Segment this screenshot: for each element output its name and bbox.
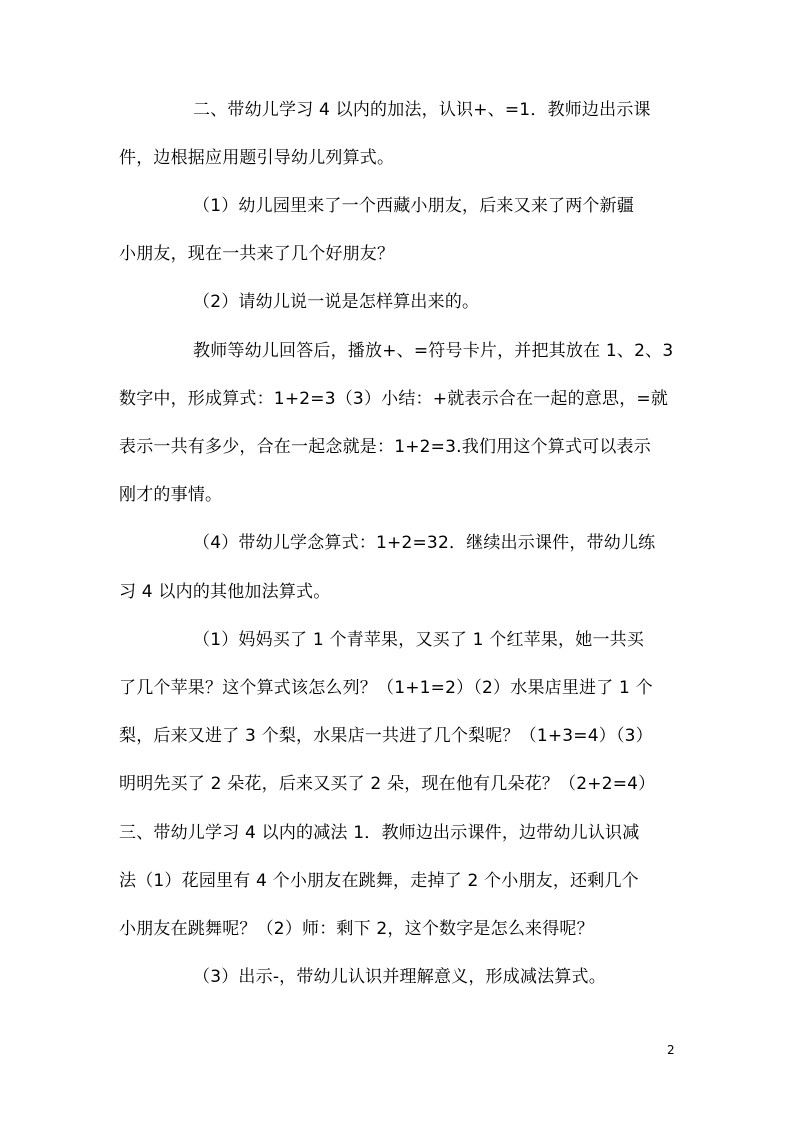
text-line: 小朋友在跳舞呢？（2）师：剩下 2，这个数字是怎么来得呢？ <box>119 919 594 939</box>
page-number: 2 <box>667 1043 675 1057</box>
text-line: 明明先买了 2 朵花，后来又买了 2 朵，现在他有几朵花？（2+2=4） <box>119 774 656 794</box>
text-line: 二、带幼儿学习 4 以内的加法，认识+、=1．教师边出示课 <box>193 100 651 120</box>
text-line: 刚才的事情。 <box>119 485 223 505</box>
text-line: 表示一共有多少，合在一起念就是：1+2=3.我们用这个算式可以表示 <box>119 437 651 457</box>
text-line: 小朋友，现在一共来了几个好朋友？ <box>119 244 395 264</box>
text-line: 件，边根据应用题引导幼儿列算式。 <box>119 148 395 168</box>
text-line: 三、带幼儿学习 4 以内的减法 1．教师边出示课件，边带幼儿认识减 <box>119 823 640 843</box>
text-line: （1）妈妈买了 1 个青苹果，又买了 1 个红苹果，她一共买 <box>193 630 645 650</box>
text-line: （1）幼儿园里来了一个西藏小朋友，后来又来了两个新疆 <box>193 196 635 216</box>
text-line: 梨，后来又进了 3 个梨，水果店一共进了几个梨呢？（1+3=4）（3） <box>119 726 653 746</box>
text-line: 法（1）花园里有 4 个小朋友在跳舞，走掉了 2 个小朋友，还剩几个 <box>119 871 639 891</box>
text-line: （3）出示-，带幼儿认识并理解意义，形成减法算式。 <box>193 967 606 987</box>
text-line: 数字中，形成算式：1+2=3（3）小结：+就表示合在一起的意思，=就 <box>119 389 669 409</box>
text-line: （2）请幼儿说一说是怎样算出来的。 <box>193 292 480 312</box>
text-line: （4）带幼儿学念算式：1+2=32．继续出示课件，带幼儿练 <box>193 533 656 553</box>
text-line: 教师等幼儿回答后，播放+、=符号卡片，并把其放在 1、2、3 <box>193 341 674 361</box>
text-line: 习 4 以内的其他加法算式。 <box>119 582 331 602</box>
text-line: 了几个苹果？这个算式该怎么列？（1+1=2）（2）水果店里进了 1 个 <box>119 678 653 698</box>
